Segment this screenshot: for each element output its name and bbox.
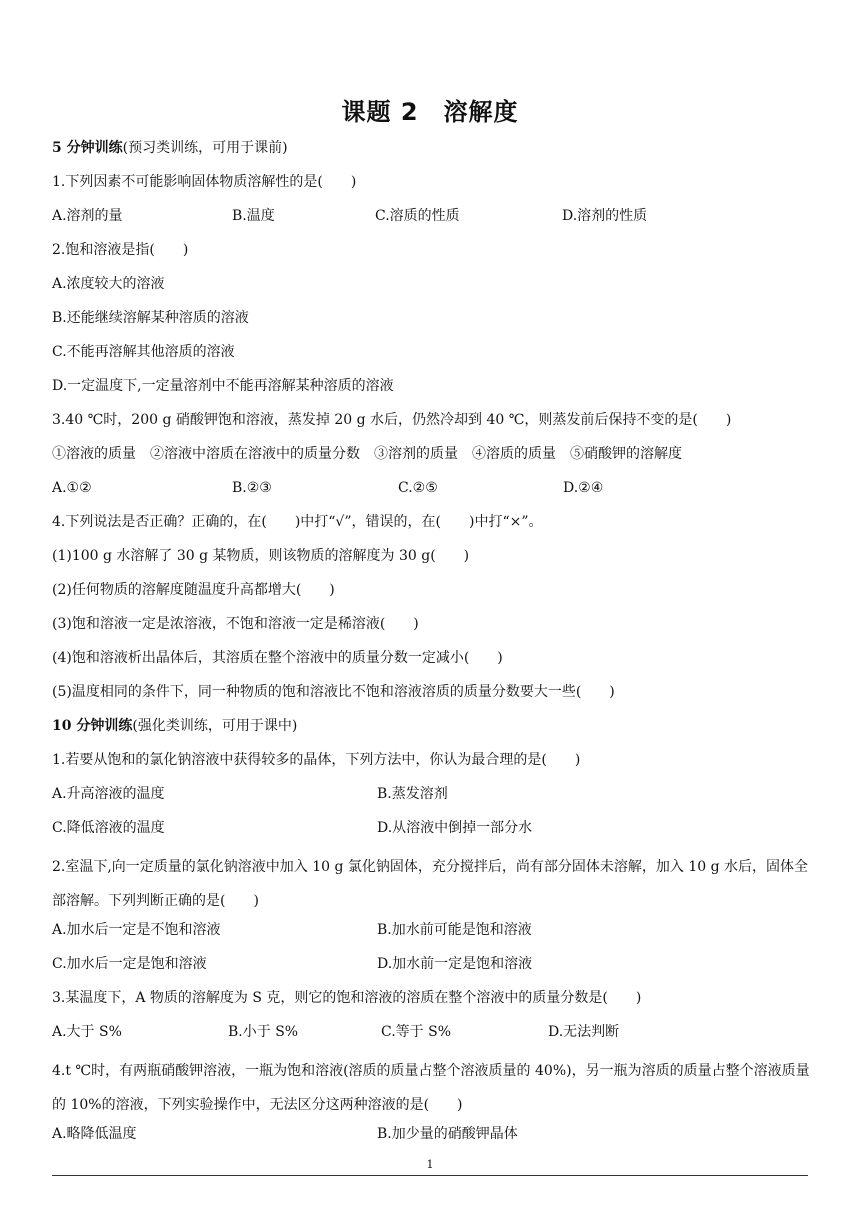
option-d: D.无法判断 xyxy=(548,1024,620,1040)
option-row xyxy=(52,1122,812,1156)
option-row xyxy=(52,952,812,986)
option-a: A.加水后一定是不饱和溶液 xyxy=(52,922,221,938)
option-c: C.溶质的性质 xyxy=(375,208,460,224)
option-d: D.②④ xyxy=(563,480,604,496)
option-c: C.②⑤ xyxy=(398,480,438,496)
section-heading-note: (预习类训练，可用于课前) xyxy=(122,140,288,156)
section-heading-5min xyxy=(52,136,812,170)
option-d: D.加水前一定是饱和溶液 xyxy=(377,956,533,972)
page-number: 1 xyxy=(426,1158,434,1171)
sub-question: (5)温度相同的条件下，同一种物质的饱和溶液比不饱和溶液溶质的质量分数要大一些( ) xyxy=(52,684,615,700)
sub-question: (2)任何物质的溶解度随温度升高都增大( ) xyxy=(52,582,335,598)
option-b: B.小于 S% xyxy=(228,1024,299,1040)
question-stem: 4.下列说法是否正确？正确的，在( )中打“√”，错误的，在( )中打“×”。 xyxy=(52,514,543,530)
option-b: B.加水前可能是饱和溶液 xyxy=(377,922,532,938)
document-body xyxy=(52,136,812,1156)
sub-question: (3)饱和溶液一定是浓溶液，不饱和溶液一定是稀溶液( ) xyxy=(52,616,419,632)
page-title: 课题 2 溶解度 xyxy=(341,98,519,126)
option-c: C.加水后一定是饱和溶液 xyxy=(52,956,207,972)
question-stem: 1.若要从饱和的氯化钠溶液中获得较多的晶体，下列方法中，你认为最合理的是( ) xyxy=(52,752,581,768)
option-b: B.还能继续溶解某种溶质的溶液 xyxy=(52,310,249,326)
section-heading-bold: 10 分钟训练 xyxy=(52,718,133,734)
option-a: A.浓度较大的溶液 xyxy=(52,276,165,292)
option-a: A.①② xyxy=(52,480,92,496)
option-row xyxy=(52,476,812,510)
option-row xyxy=(52,918,812,952)
question-stem: 1.下列因素不可能影响固体物质溶解性的是( ) xyxy=(52,174,357,190)
sub-question: (4)饱和溶液析出晶体后，其溶质在整个溶液中的质量分数一定减小( ) xyxy=(52,650,503,666)
option-a: A.溶剂的量 xyxy=(52,208,123,224)
footer-rule xyxy=(52,1175,808,1176)
option-d: D.溶剂的性质 xyxy=(562,208,648,224)
option-c: C.降低溶液的温度 xyxy=(52,820,165,836)
section-heading-note: (强化类训练，可用于课中) xyxy=(132,718,298,734)
question-stem: 2.室温下,向一定质量的氯化钠溶液中加入 10 g 氯化钠固体，充分搅拌后，尚有部分固体未溶解，加入 10 g 水后，固体全部溶解。下列判断正确的是( ) xyxy=(52,859,809,909)
option-c: C.不能再溶解其他溶质的溶液 xyxy=(52,344,235,360)
option-row xyxy=(52,204,812,238)
question-stem: 3.某温度下，A 物质的溶解度为 S 克，则它的饱和溶液的溶质在整个溶液中的质量分数是( ) xyxy=(52,990,642,1006)
option-b: B.蒸发溶剂 xyxy=(377,786,448,802)
option-a: A.略降低温度 xyxy=(52,1126,137,1142)
option-row xyxy=(52,782,812,816)
option-c: C.等于 S% xyxy=(381,1024,452,1040)
question-stem: 3.40 ℃时，200 g 硝酸钾饱和溶液，蒸发掉 20 g 水后，仍然冷却到 40 ℃，则蒸发前后保持不变的是( ) xyxy=(52,412,732,428)
option-row xyxy=(52,816,812,850)
option-a: A.大于 S% xyxy=(52,1024,122,1040)
question-stem: 2.饱和溶液是指( ) xyxy=(52,242,189,258)
sub-question: (1)100 g 水溶解了 30 g 某物质，则该物质的溶解度为 30 g( ) xyxy=(52,548,470,564)
option-b: B.②③ xyxy=(232,480,272,496)
section-heading-10min xyxy=(52,714,812,748)
option-b: B.温度 xyxy=(232,208,275,224)
question-stem: 4.t ℃时，有两瓶硝酸钾溶液，一瓶为饱和溶液(溶质的质量占整个溶液质量的 40%)，另一瓶为溶质的质量占整个溶液质量的 10%的溶液，下列实验操作中，无法区分这两种溶液的是( ) xyxy=(52,1063,810,1113)
option-d: D.从溶液中倒掉一部分水 xyxy=(377,820,533,836)
option-row xyxy=(52,1020,812,1054)
option-a: A.升高溶液的温度 xyxy=(52,786,165,802)
option-d: D.一定温度下,一定量溶剂中不能再溶解某种溶质的溶液 xyxy=(52,378,394,394)
section-heading-bold: 5 分钟训练 xyxy=(52,140,123,156)
option-b: B.加少量的硝酸钾晶体 xyxy=(377,1126,518,1142)
question-items: ①溶液的质量 ②溶液中溶质在溶液中的质量分数 ③溶剂的质量 ④溶质的质量 ⑤硝酸钾的溶解度 xyxy=(52,446,682,462)
